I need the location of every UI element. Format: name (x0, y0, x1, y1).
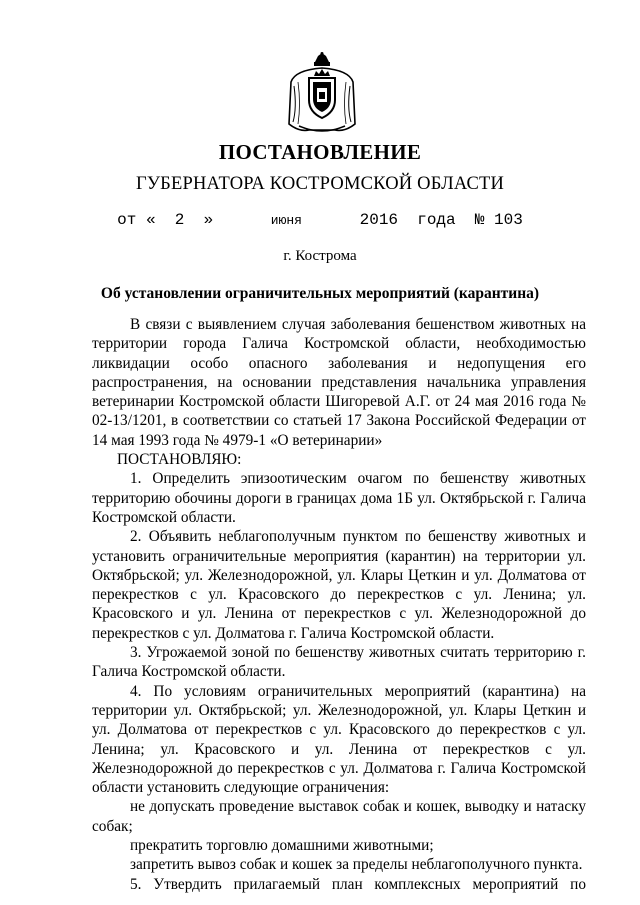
restriction-item: не допускать проведение выставок собак и кошек, выводку и натаску собак; (92, 798, 586, 835)
clause-paragraph: 4. По условиям ограничительных мероприятий (карантина) на территории ул. Октябрьской; ул. Железнодорожной, ул. Клары Цеткин и ул. Долматова от перекрестков с ул. Красовского до перекрестков с ул. Ленина; ул. Красовского и ул. Ленина от перекрестков с ул. Железнодорожной до перекрестков с ул. Долматова г. Галича Костромской области установить следующие ограничения: (92, 682, 586, 797)
clause-paragraph: 3. Угрожаемой зоной по бешенству животных считать территорию г. Галича Костромской области. (92, 644, 586, 681)
restriction-item: запретить вывоз собак и кошек за пределы неблагополучного пункта. (130, 856, 583, 874)
date-year: 2016 года (359, 211, 456, 229)
document-subject: Об установлении ограничительных мероприятий (карантина) (100, 285, 540, 302)
preamble-paragraph: В связи с выявлением случая заболевания бешенством животных на территории города Галича Костромской области, необходимостью ликвидации особо опасного заболевания и недопущения его распространения, на основании представления начальника управления ветеринарии Костромской области Шигоревой А.Г. от 24 мая 2016 года № 02-13/1201, в соответствии со статьей 17 Закона Российской Федерации от 14 мая 1993 года № 4979-1 «О ветеринарии» (92, 316, 586, 449)
restriction-item: прекратить торговлю домашними животными; (130, 837, 434, 855)
document-issuer: ГУБЕРНАТОРА КОСТРОМСКОЙ ОБЛАСТИ (135, 174, 505, 194)
date-month: июня (270, 213, 302, 228)
clause-paragraph: 5. Утвердить прилагаемый план комплексных мероприятий по (130, 875, 586, 893)
decree-word: ПОСТАНОВЛЯЮ: (117, 451, 242, 469)
document-body (92, 315, 586, 894)
coat-of-arms-icon (285, 52, 359, 136)
clause-paragraph: 2. Объявить неблагополучным пунктом по бешенству животных и установить ограничительные мероприятия (карантин) на территории ул. Октябрьской; ул. Железнодорожной, ул. Клары Цеткин и ул. Долматова от перекрестков с ул. Красовского до перекрестков с ул. Ленина; ул. Красовского и ул. Ленина от перекрестков с ул. Железнодорожной до перекрестков с ул. Долматова г. Галича Костромской области. (92, 528, 586, 642)
date-day: 2 (174, 211, 185, 229)
document-title: ПОСТАНОВЛЕНИЕ (218, 140, 422, 164)
clause-paragraph: 1. Определить эпизоотическим очагом по бешенству животных территорию обочины дороги в границах дома 1Б ул. Октябрьской г. Галича Костромской области. (92, 470, 586, 526)
city: г. Кострома (283, 248, 357, 264)
date-number-line (0, 211, 640, 229)
document-number: 103 (494, 211, 523, 229)
date-close: » (203, 211, 214, 229)
date-prefix: от « (117, 211, 156, 229)
number-label: № (474, 211, 485, 229)
